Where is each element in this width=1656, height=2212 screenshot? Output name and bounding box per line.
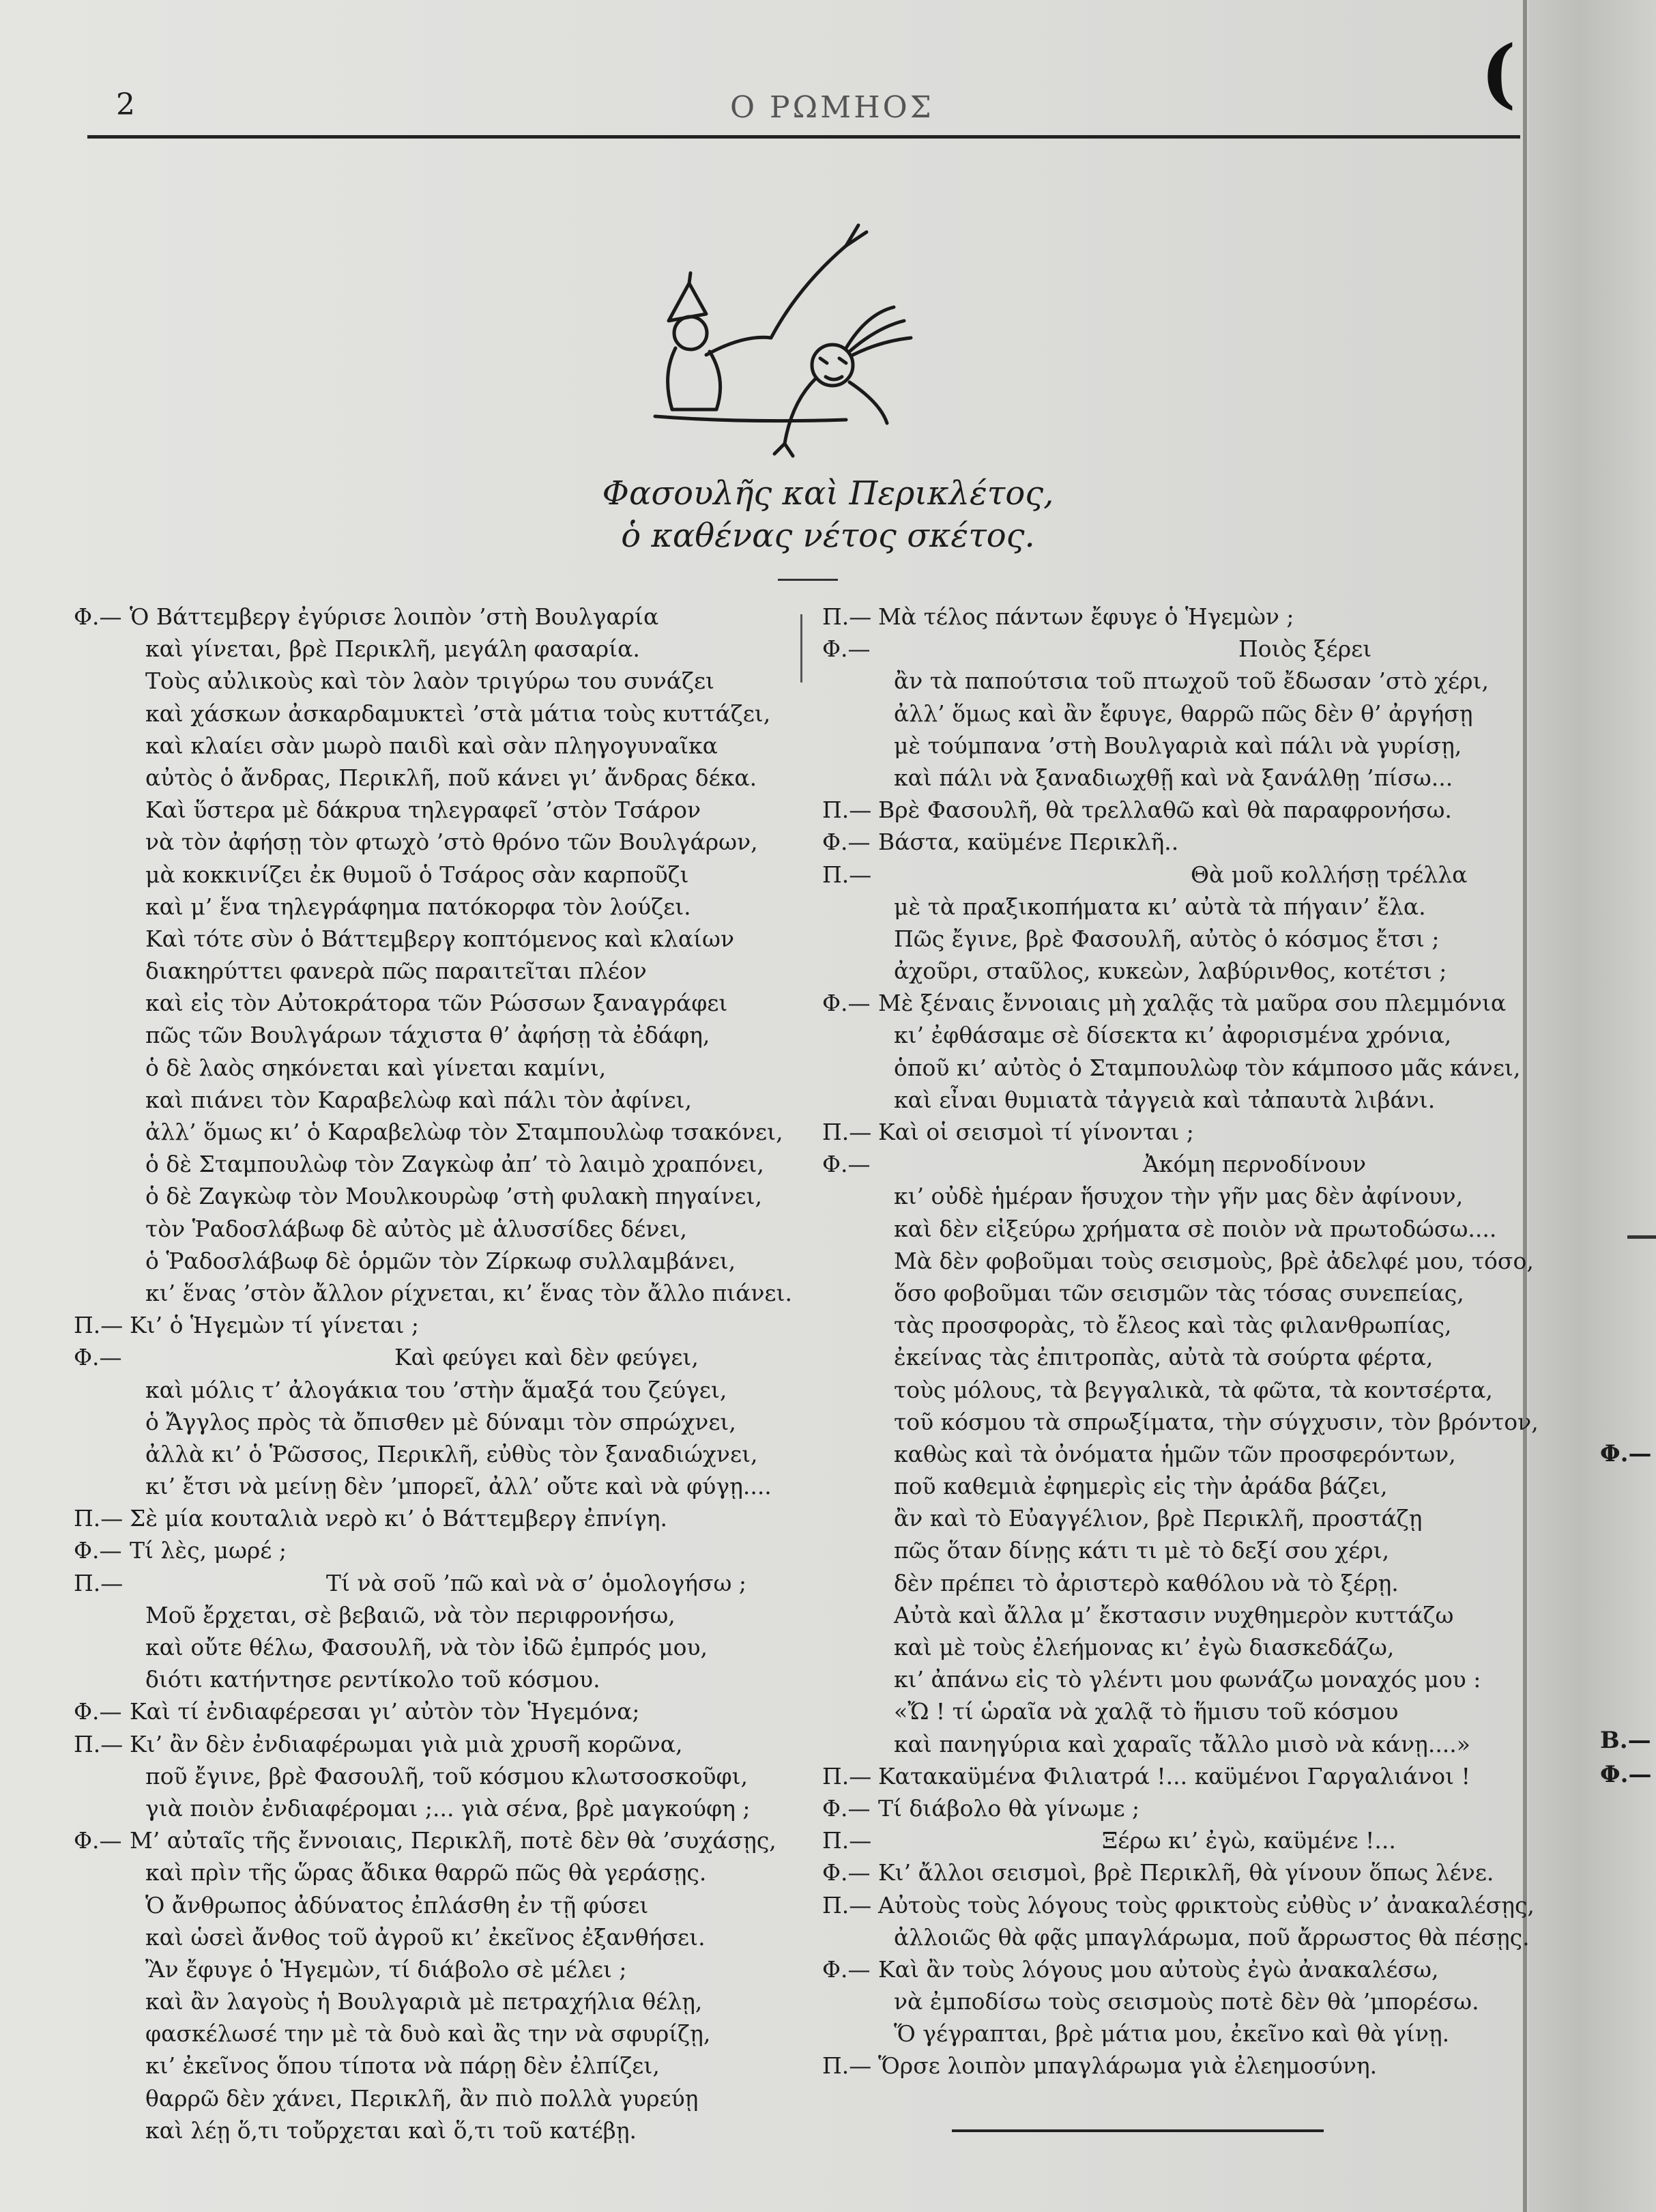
verse-line [74, 1728, 797, 1760]
verse-line [74, 1374, 797, 1406]
verse-line [822, 698, 1515, 730]
verse-text: τοὺς μόλους, τὰ βεγγαλικὰ, τὰ φῶτα, τὰ κοντσέρτα, [894, 1376, 1493, 1403]
speaker-label: Φ.— [822, 635, 871, 663]
verse-text: μὰ κοκκινίζει ἐκ θυμοῦ ὁ Τσάρος σὰν καρποῦζι [145, 861, 689, 888]
verse-line [822, 1985, 1515, 2017]
verse-text: κι’ ἕνας ’στὸν ἄλλον ρίχνεται, κι’ ἕνας τὸν ἄλλο πιάνει. [145, 1279, 792, 1306]
verse-text: Κατακαϋμένα Φιλιατρά !... καϋμένοι Γαργαλιάνοι ! [878, 1762, 1470, 1790]
verse-line [822, 1631, 1515, 1663]
verse-line [74, 762, 797, 794]
verse-text: Αὐτοὺς τοὺς λόγους τοὺς φρικτοὺς εὐθὺς ν’ ἀνακαλέσῃς, [878, 1891, 1535, 1919]
verse-line [74, 1631, 797, 1663]
verse-line [822, 730, 1515, 762]
verse-line [822, 1116, 1515, 1148]
speaker-label: Φ.— [74, 1827, 122, 1854]
verse-line [822, 891, 1515, 923]
verse-line [822, 1663, 1515, 1695]
verse-text: καὶ εἶναι θυμιατὰ τἀγγειὰ καὶ τἀπαυτὰ λιβάνι. [894, 1086, 1436, 1113]
speaker-label: Φ.— [822, 1151, 871, 1178]
verse-line [822, 2050, 1515, 2082]
verse-line [74, 1148, 797, 1180]
speaker-label: Φ.— [74, 603, 122, 630]
right-column [822, 601, 1539, 2082]
verse-line [822, 1599, 1515, 1631]
verse-text: ὁ δὲ Σταμπουλὼφ τὸν Ζαγκὼφ ἀπ’ τὸ λαιμὸ χραπόνει, [145, 1151, 764, 1178]
verse-text: μὲ τούμπανα ’στὴ Βουλγαριὰ καὶ πάλι νὰ γυρίσῃ, [894, 732, 1462, 759]
verse-line [74, 601, 797, 633]
speaker-label: Φ.— [74, 1698, 122, 1725]
verse-line [74, 1856, 797, 1888]
verse-line [822, 1180, 1515, 1212]
verse-line [74, 1116, 797, 1148]
page-number: 2 [116, 87, 135, 122]
speaker-label: Π.— [74, 1730, 124, 1757]
verse-line [822, 1406, 1539, 1438]
verse-text: Μ’ αὐταῖς τῆς ἔννοιαις, Περικλῆ, ποτὲ δὲν θὰ ’συχάσῃς, [130, 1827, 776, 1854]
verse-line [822, 794, 1515, 826]
verse-line [822, 1052, 1521, 1084]
speaker-label: Φ.— [822, 829, 871, 856]
verse-text: Καὶ τότε σὺν ὁ Βάττεμβεργ κοπτόμενος καὶ κλαίων [145, 925, 735, 952]
verse-text: Πῶς ἔγινε, βρὲ Φασουλῆ, αὐτὸς ὁ κόσμος ἔτσι ; [894, 925, 1440, 952]
verse-line [822, 1148, 1515, 1180]
speaker-label: Π.— [822, 861, 872, 888]
verse-text: Κι’ ἂν δὲν ἐνδιαφέρωμαι γιὰ μιὰ χρυσῆ κορῶνα, [130, 1730, 683, 1757]
verse-text: Κι’ ἄλλοι σεισμοὶ, βρὲ Περικλῆ, θὰ γίνουν ὅπως λένε. [878, 1859, 1494, 1886]
verse-text: Ξέρω κι’ ἐγὼ, καϋμένε !... [1102, 1827, 1396, 1854]
verse-line [74, 1985, 797, 2017]
verse-text: Ὁ ἄνθρωπος ἀδύνατος ἐπλάσθη ἐν τῇ φύσει [145, 1891, 649, 1919]
verse-line [822, 1728, 1515, 1760]
verse-text: τὸν Ῥαδοσλάβωφ δὲ αὐτὸς μὲ ἁλυσσίδες δένει, [145, 1215, 687, 1242]
verse-text: Μοῦ ἔρχεται, σὲ βεβαιῶ, νὰ τὸν περιφρονήσω, [145, 1601, 676, 1628]
speaker-label: Φ.— [74, 1344, 122, 1371]
verse-text: Βρὲ Φασουλῆ, θὰ τρελλαθῶ καὶ θὰ παραφρονήσω. [878, 796, 1452, 824]
margin-speaker-note: Β.— [1600, 1727, 1651, 1754]
verse-text: Ἂν ἔφυγε ὁ Ἡγεμὼν, τί διάβολο σὲ μέλει ; [145, 1955, 627, 1983]
verse-line [74, 2017, 797, 2050]
verse-line [822, 859, 1515, 891]
verse-line [74, 1277, 797, 1309]
header-rule [87, 135, 1520, 139]
speaker-label: Φ.— [74, 1537, 122, 1564]
verse-line [74, 1406, 797, 1438]
verse-line [74, 1889, 797, 1921]
verse-text: κι’ ἔτσι νὰ μείνῃ δὲν ’μπορεῖ, ἀλλ’ οὔτε καὶ νὰ φύγῃ.... [145, 1473, 772, 1500]
verse-line [74, 730, 797, 762]
verse-line [74, 1213, 797, 1245]
verse-text: ὁποῦ κι’ αὐτὸς ὁ Σταμπουλὼφ τὸν κάμποσο μᾶς κάνει, [894, 1054, 1521, 1081]
margin-tick [1627, 1235, 1656, 1239]
verse-line [822, 1213, 1515, 1245]
margin-speaker-note: Φ.— [1600, 1440, 1652, 1467]
verse-line [74, 1663, 797, 1695]
verse-text: καὶ ὡσεὶ ἄνθος τοῦ ἀγροῦ κι’ ἐκεῖνος ἐξανθήσει. [145, 1923, 706, 1951]
caption-rule [778, 579, 838, 581]
verse-text: Σὲ μία κουταλιὰ νερὸ κι’ ὁ Βάττεμβεργ ἐπνίγη. [130, 1505, 667, 1532]
verse-line [74, 1052, 797, 1084]
verse-text: καὶ γίνεται, βρὲ Περικλῆ, μεγάλη φασαρία. [145, 635, 640, 663]
verse-line [74, 1180, 797, 1212]
verse-line [74, 665, 797, 697]
speaker-label: Π.— [822, 603, 872, 630]
verse-text: Μὰ δὲν φοβοῦμαι τοὺς σεισμοὺς, βρὲ ἀδελφέ μου, τόσο, [894, 1247, 1534, 1274]
margin-speaker-note: Φ.— [1600, 1761, 1652, 1788]
verse-line [74, 1502, 797, 1534]
verse-line [822, 1277, 1515, 1309]
running-head: Ο ΡΩΜΗΟΣ [730, 90, 934, 125]
verse-line [74, 1470, 797, 1502]
verse-line [74, 1695, 797, 1727]
verse-line [74, 859, 797, 891]
verse-line [822, 665, 1515, 697]
verse-line [822, 1856, 1515, 1888]
verse-line [822, 1084, 1515, 1116]
verse-text: Βάστα, καϋμένε Περικλῆ.. [878, 829, 1179, 856]
verse-line [74, 1341, 797, 1373]
verse-text: κι’ ἐκεῖνος ὅπου τίποτα νὰ πάρῃ δὲν ἐλπίζει, [145, 2052, 660, 2080]
verse-text: Μὰ τέλος πάντων ἔφυγε ὁ Ἡγεμὼν ; [878, 603, 1294, 630]
verse-line [822, 1760, 1515, 1792]
verse-text: καὶ μόλις τ’ ἀλογάκια του ’στὴν ἅμαξά του ζεύγει, [145, 1376, 727, 1403]
verse-text: νὰ τὸν ἀφήσῃ τὸν φτωχὸ ’στὸ θρόνο τῶν Βουλγάρων, [145, 829, 758, 856]
verse-text: ἀχοῦρι, σταῦλος, κυκεὼν, λαβύρινθος, κοτέτσι ; [894, 958, 1447, 985]
verse-text: ὁ Ῥαδοσλάβωφ δὲ ὁρμῶν τὸν Ζίρκωφ συλλαμβάνει, [145, 1247, 736, 1274]
verse-line [822, 923, 1515, 955]
verse-line [822, 1470, 1515, 1502]
verse-text: ἐκείνας τὰς ἐπιτροπὰς, αὐτὰ τὰ σούρτα φέρτα, [894, 1344, 1434, 1371]
verse-line [822, 1341, 1515, 1373]
speaker-label: Φ.— [822, 1859, 871, 1886]
verse-text: πῶς τῶν Βουλγάρων τάχιστα θ’ ἀφήσῃ τὰ ἐδάφη, [145, 1022, 710, 1049]
verse-line [74, 826, 797, 858]
caption-line-1: Φασουλῆς καὶ Περικλέτος, [602, 474, 1054, 513]
verse-text: καὶ πρὶν τῆς ὥρας ἄδικα θαρρῶ πῶς θὰ γεράσῃς. [145, 1859, 707, 1886]
verse-line [822, 987, 1515, 1019]
column-divider [800, 614, 802, 683]
verse-text: φασκέλωσέ την μὲ τὰ δυὸ καὶ ἂς την νὰ σφυρίζῃ, [145, 2020, 711, 2048]
speaker-label: Π.— [74, 1505, 124, 1532]
verse-line [74, 1824, 797, 1856]
verse-line [74, 1438, 797, 1470]
verse-line [822, 1534, 1515, 1566]
verse-line [74, 1921, 797, 1953]
verse-line [822, 1309, 1515, 1341]
verse-line [74, 2114, 797, 2146]
verse-text: ποῦ ἔγινε, βρὲ Φασουλῆ, τοῦ κόσμου κλωτσοσκοῦφι, [145, 1762, 749, 1790]
verse-text: Ὅρσε λοιπὸν μπαγλάρωμα γιὰ ἐλεημοσύνη. [878, 2052, 1378, 2080]
verse-line [74, 891, 797, 923]
verse-line [822, 762, 1515, 794]
verse-line [74, 2050, 797, 2082]
verse-text: Θὰ μοῦ κολλήσῃ τρέλλα [1191, 861, 1468, 888]
verse-text: καὶ ἂν λαγοὺς ἡ Βουλγαριὰ μὲ πετραχήλια θέλῃ, [145, 1988, 703, 2015]
verse-text: καὶ χάσκων ἀσκαρδαμυκτεὶ ’στὰ μάτια τοὺς κυττάζει, [145, 700, 771, 727]
caption-line-2: ὁ καθένας νέτος σκέτος. [621, 517, 1035, 555]
verse-text: καὶ λέῃ ὅ,τι τοὔρχεται καὶ ὅ,τι τοῦ κατέβῃ. [145, 2116, 637, 2144]
verse-text: Καὶ ὕστερα μὲ δάκρυα τηλεγραφεῖ ’στὸν Τσάρον [145, 796, 701, 824]
verse-line [74, 923, 797, 955]
verse-line [74, 1567, 797, 1599]
verse-text: θαρρῶ δὲν χάνει, Περικλῆ, ἂν πιὸ πολλὰ γυρεύῃ [145, 2084, 699, 2112]
verse-line [74, 1953, 797, 1985]
verse-text: δὲν πρέπει τὸ ἀριστερὸ καθόλου νὰ τὸ ξέρῃ. [894, 1569, 1399, 1596]
verse-text: καὶ κλαίει σὰν μωρὸ παιδὶ καὶ σὰν πληγογυναῖκα [145, 732, 718, 759]
verse-text: Τοὺς αὐλικοὺς καὶ τὸν λαὸν τριγύρω του συνάζει [145, 667, 714, 695]
verse-text: ποῦ καθεμιὰ ἐφημερὶς εἰς τὴν ἀράδα βάζει, [894, 1473, 1388, 1500]
verse-text: ὁ δὲ λαὸς σηκόνεται καὶ γίνεται καμίνι, [145, 1054, 607, 1081]
verse-text: Καὶ οἱ σεισμοὶ τί γίνονται ; [878, 1119, 1194, 1145]
verse-text: Καὶ ἂν τοὺς λόγους μου αὐτοὺς ἐγὼ ἀνακαλέσω, [878, 1955, 1439, 1983]
verse-text: Τί λὲς, μωρέ ; [130, 1537, 287, 1564]
verse-text: ὁ Ἄγγλος πρὸς τὰ ὄπισθεν μὲ δύναμι τὸν σπρώχνει, [145, 1408, 736, 1435]
binding-gutter [1528, 0, 1656, 2212]
verse-text: κι’ ἀπάνω εἰς τὸ γλέντι μου φωνάζω μοναχός μου : [894, 1666, 1481, 1693]
verse-line [822, 1245, 1534, 1277]
verse-text: καὶ πιάνει τὸν Καραβελὼφ καὶ πάλι τὸν ἀφίνει, [145, 1086, 692, 1113]
speaker-label: Π.— [74, 1569, 124, 1596]
verse-text: πῶς ὅταν δίνῃς κάτι τι μὲ τὸ δεξί σου χέρι, [894, 1537, 1390, 1564]
verse-line [822, 1889, 1535, 1921]
verse-text: νὰ ἐμποδίσω τοὺς σεισμοὺς ποτὲ δὲν θὰ ’μπορέσω. [894, 1988, 1479, 2015]
verse-line [74, 1245, 797, 1277]
verse-text: ἀλλὰ κι’ ὁ Ῥῶσσος, Περικλῆ, εὐθὺς τὸν ξαναδιώχνει, [145, 1440, 758, 1467]
verse-text: καὶ πάλι νὰ ξαναδιωχθῇ καὶ νὰ ξανάλθῃ ’πίσω... [894, 764, 1453, 791]
verse-text: καὶ πανηγύρια καὶ χαραῖς τἄλλο μισὸ νὰ κάνῃ....» [894, 1730, 1470, 1757]
verse-text: μὲ τὰ πραξικοπήματα κι’ αὐτὰ τὰ πήγαιν’ ἔλα. [894, 893, 1426, 920]
verse-text: Καὶ φεύγει καὶ δὲν φεύγει, [394, 1344, 699, 1371]
verse-line [74, 955, 797, 987]
verse-text: Τί διάβολο θὰ γίνωμε ; [878, 1794, 1140, 1822]
edge-mark: ( [1481, 29, 1517, 117]
verse-line [74, 987, 797, 1019]
speaker-label: Φ.— [822, 1794, 871, 1822]
verse-line [74, 1309, 797, 1341]
speaker-label: Φ.— [822, 990, 871, 1017]
verse-text: ἂν τὰ παπούτσια τοῦ πτωχοῦ τοῦ ἔδωσαν ’στὸ χέρι, [894, 667, 1489, 695]
verse-text: καὶ οὔτε θέλω, Φασουλῆ, νὰ τὸν ἰδῶ ἐμπρός μου, [145, 1634, 708, 1661]
verse-text: ἂν καὶ τὸ Εὐαγγέλιον, βρὲ Περικλῆ, προστάζῃ [894, 1505, 1423, 1532]
verse-line [74, 698, 797, 730]
verse-text: Καὶ τί ἐνδιαφέρεσαι γι’ αὐτὸν τὸν Ἡγεμόνα; [130, 1698, 640, 1725]
verse-line [822, 1792, 1515, 1824]
verse-text: ὅσο φοβοῦμαι τῶν σεισμῶν τὰς τόσας συνεπείας, [894, 1279, 1464, 1306]
verse-line [822, 1019, 1515, 1051]
verse-text: Ποιὸς ξέρει [1238, 635, 1372, 663]
verse-text: γιὰ ποιὸν ἐνδιαφέρομαι ;... γιὰ σένα, βρὲ μαγκούφη ; [145, 1794, 751, 1822]
verse-text: καὶ εἰς τὸν Αὐτοκράτορα τῶν Ρώσσων ξαναγράφει [145, 990, 728, 1017]
verse-text: καὶ μ’ ἕνα τηλεγράφημα πατόκορφα τὸν λούζει. [145, 893, 691, 920]
verse-text: «Ὤ ! τί ὡραῖα νὰ χαλᾷ τὸ ἥμισυ τοῦ κόσμου [894, 1698, 1399, 1725]
speaker-label: Φ.— [822, 1955, 871, 1983]
speaker-label: Π.— [822, 1762, 872, 1790]
verse-line [822, 601, 1515, 633]
verse-text: Ἀκόμη περνοδίνουν [1143, 1151, 1367, 1178]
verse-text: Αὐτὰ καὶ ἄλλα μ’ ἔκστασιν νυχθημερὸν κυττάζω [894, 1601, 1454, 1628]
verse-line [822, 1695, 1515, 1727]
verse-line [822, 1824, 1515, 1856]
verse-line [822, 1953, 1515, 1985]
speaker-label: Π.— [822, 796, 872, 824]
gutter-line [1523, 0, 1527, 2212]
verse-line [822, 1921, 1530, 1953]
verse-text: τοῦ κόσμου τὰ σπρωξίματα, τὴν σύγχυσιν, τὸν βρόντον, [894, 1408, 1539, 1435]
verse-text: αὐτὸς ὁ ἄνδρας, Περικλῆ, ποῦ κάνει γι’ ἄνδρας δέκα. [145, 764, 757, 791]
verse-line [74, 1760, 797, 1792]
end-rule [952, 2129, 1324, 2132]
speaker-label: Π.— [822, 2052, 872, 2080]
verse-text: καθὼς καὶ τὰ ὀνόματα ἡμῶν τῶν προσφερόντων, [894, 1440, 1456, 1467]
verse-text: Ὅ γέγραπται, βρὲ μάτια μου, ἐκεῖνο καὶ θὰ γίνῃ. [894, 2020, 1450, 2048]
verse-line [822, 1567, 1515, 1599]
verse-text: ἀλλ’ ὅμως καὶ ἂν ἔφυγε, θαρρῶ πῶς δὲν θ’ ἀργήσῃ [894, 700, 1473, 727]
verse-text: καὶ δὲν εἰξεύρω χρήματα σὲ ποιὸν νὰ πρωτοδώσω.... [894, 1215, 1497, 1242]
verse-text: Μὲ ξέναις ἔννοιαις μὴ χαλᾷς τὰ μαῦρα σου πλεμμόνια [878, 990, 1507, 1017]
verse-line [74, 2082, 797, 2114]
verse-line [822, 1374, 1515, 1406]
verse-text: ὁ δὲ Ζαγκὼφ τὸν Μουλκουρὼφ ’στὴ φυλακὴ πηγαίνει, [145, 1183, 763, 1210]
verse-text: κι’ οὐδὲ ἡμέραν ἥσυχον τὴν γῆν μας δὲν ἀφίνουν, [894, 1183, 1464, 1210]
verse-text: Τί νὰ σοῦ ’πῶ καὶ νὰ σ’ ὁμολογήσω ; [326, 1569, 746, 1596]
verse-line [822, 1438, 1515, 1470]
verse-text: καὶ μὲ τοὺς ἐλεήμονας κι’ ἐγὼ διασκεδάζω, [894, 1634, 1395, 1661]
verse-line [822, 955, 1515, 987]
verse-line [74, 1599, 797, 1631]
verse-text: Κι’ ὁ Ἡγεμὼν τί γίνεται ; [130, 1312, 419, 1339]
verse-line [74, 1019, 797, 1051]
verse-text: τὰς προσφορὰς, τὸ ἔλεος καὶ τὰς φιλανθρωπίας, [894, 1312, 1452, 1339]
verse-line [822, 633, 1515, 665]
verse-text: διακηρύττει φανερὰ πῶς παραιτεῖται πλέον [145, 958, 647, 985]
speaker-label: Π.— [822, 1891, 872, 1919]
fasoulis-periklis-cartoon-icon [641, 218, 928, 464]
verse-line [74, 633, 797, 665]
verse-line [822, 826, 1515, 858]
verse-line [74, 1534, 797, 1566]
speaker-label: Π.— [822, 1119, 872, 1145]
verse-text: ἀλλ’ ὅμως κι’ ὁ Καραβελὼφ τὸν Σταμπουλὼφ τσακόνει, [145, 1119, 783, 1145]
verse-line [822, 2017, 1515, 2050]
verse-text: διότι κατήντησε ρεντίκολο τοῦ κόσμου. [145, 1666, 600, 1693]
verse-text: ἀλλοιῶς θὰ φᾷς μπαγλάρωμα, ποῦ ἄρρωστος θὰ πέσῃς. [894, 1923, 1530, 1951]
speaker-label: Π.— [74, 1312, 124, 1339]
left-column [74, 601, 797, 2146]
verse-text: Ὁ Βάττεμβεργ ἐγύρισε λοιπὸν ’στὴ Βουλγαρία [130, 603, 659, 630]
verse-line [822, 1502, 1515, 1534]
verse-text: κι’ ἐφθάσαμε σὲ δίσεκτα κι’ ἀφορισμένα χρόνια, [894, 1022, 1452, 1049]
verse-line [74, 1084, 797, 1116]
verse-line [74, 794, 797, 826]
verse-line [74, 1792, 797, 1824]
speaker-label: Π.— [822, 1827, 872, 1854]
